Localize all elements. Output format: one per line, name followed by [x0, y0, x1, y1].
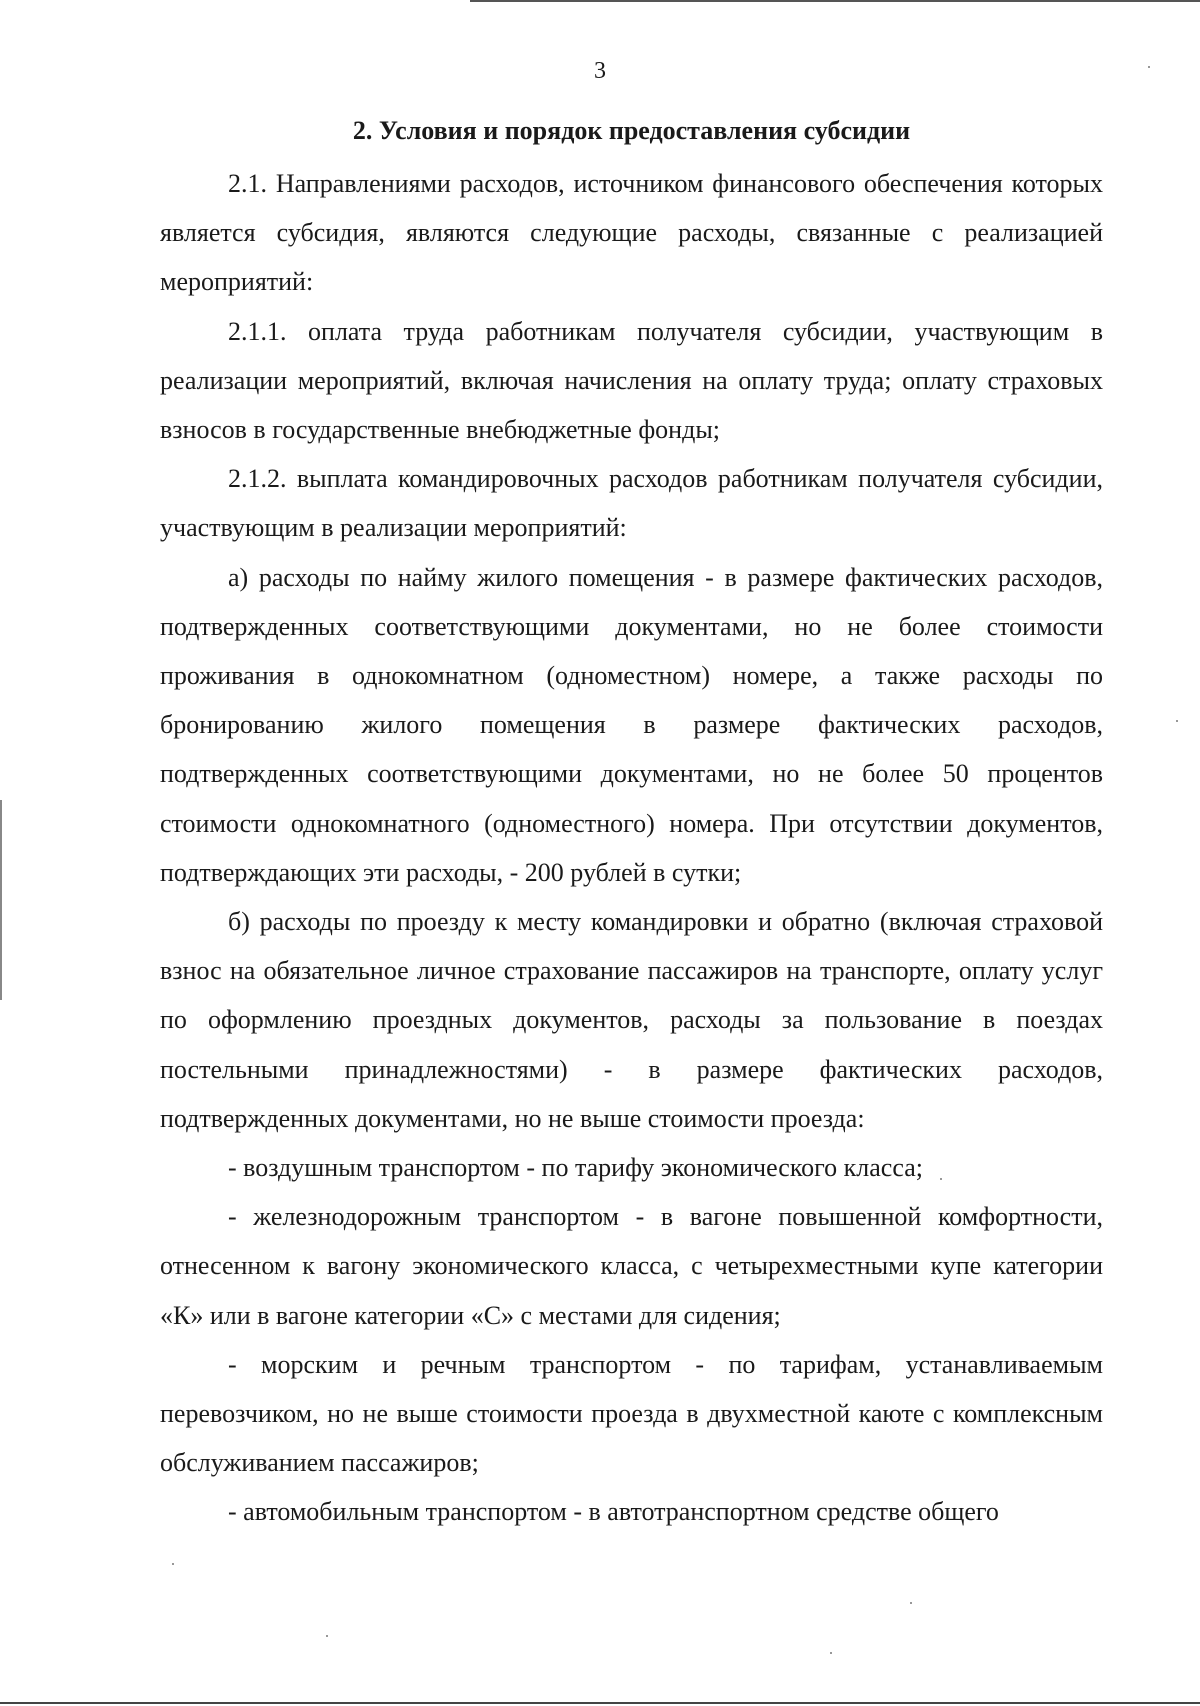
scan-speck: [172, 1563, 174, 1565]
list-item: - воздушным транспортом - по тарифу экономического класса;: [228, 1153, 923, 1183]
paragraph: б) расходы по проезду к месту командировки и обратно (включая страховой взнос на обязательное личное страхование пассажиров на транспорте, оплату услуг по оформлению проездных документов, расходы за пользование в поездах постельными принадлежностями) - в размере фактических расходов, подтвержденных документами, но не выше стоимости проезда:: [160, 907, 1103, 1133]
scan-edge-top: [470, 0, 1200, 2]
list-item: - автомобильным транспортом - в автотранспортном средстве общего: [228, 1497, 999, 1527]
scan-speck: [910, 1602, 912, 1604]
paragraph: а) расходы по найму жилого помещения - в размере фактических расходов, подтвержденных соответствующими документами, но не более стоимости проживания в однокомнатном (одноместном) номере, а также расходы по бронированию жилого помещения в размере фактических расходов, подтвержденных соответствующими документами, но не более 50 процентов стоимости однокомнатного (одноместного) номера. При отсутствии документов, подтверждающих эти расходы, - 200 рублей в сутки;: [160, 562, 1103, 887]
body-text: [160, 159, 1103, 1537]
list-item: - морским и речным транспортом - по тарифам, устанавливаемым перевозчиком, но не выше стоимости проезда в двухместной каюте с комплексным обслуживанием пассажиров;: [160, 1349, 1103, 1478]
section-title: 2. Условия и порядок предоставления субсидии: [352, 116, 911, 145]
list-item: - железнодорожным транспортом - в вагоне повышенной комфортности, отнесенном к вагону экономического класса, с четырехместными купе категории «К» или в вагоне категории «С» с местами для сидения;: [160, 1202, 1103, 1330]
scan-edge-left: [0, 800, 2, 1000]
scan-speck: [326, 1635, 328, 1637]
paragraph: 2.1. Направлениями расходов, источником финансового обеспечения которых является субсидия, являются следующие расходы, связанные с реализацией мероприятий:: [160, 169, 1103, 297]
scan-speck: [1176, 720, 1178, 722]
paragraph: 2.1.2. выплата командировочных расходов работникам получателя субсидии, участвующим в реализации мероприятий:: [160, 464, 1103, 543]
scan-speck: [830, 1652, 832, 1654]
page-number: 3: [594, 58, 606, 84]
paragraph: 2.1.1. оплата труда работникам получателя субсидии, участвующим в реализации мероприятий, включая начисления на оплату труда; оплату страховых взносов в государственные внебюджетные фонды;: [160, 316, 1103, 445]
scan-edge-bottom: [0, 1702, 1200, 1704]
